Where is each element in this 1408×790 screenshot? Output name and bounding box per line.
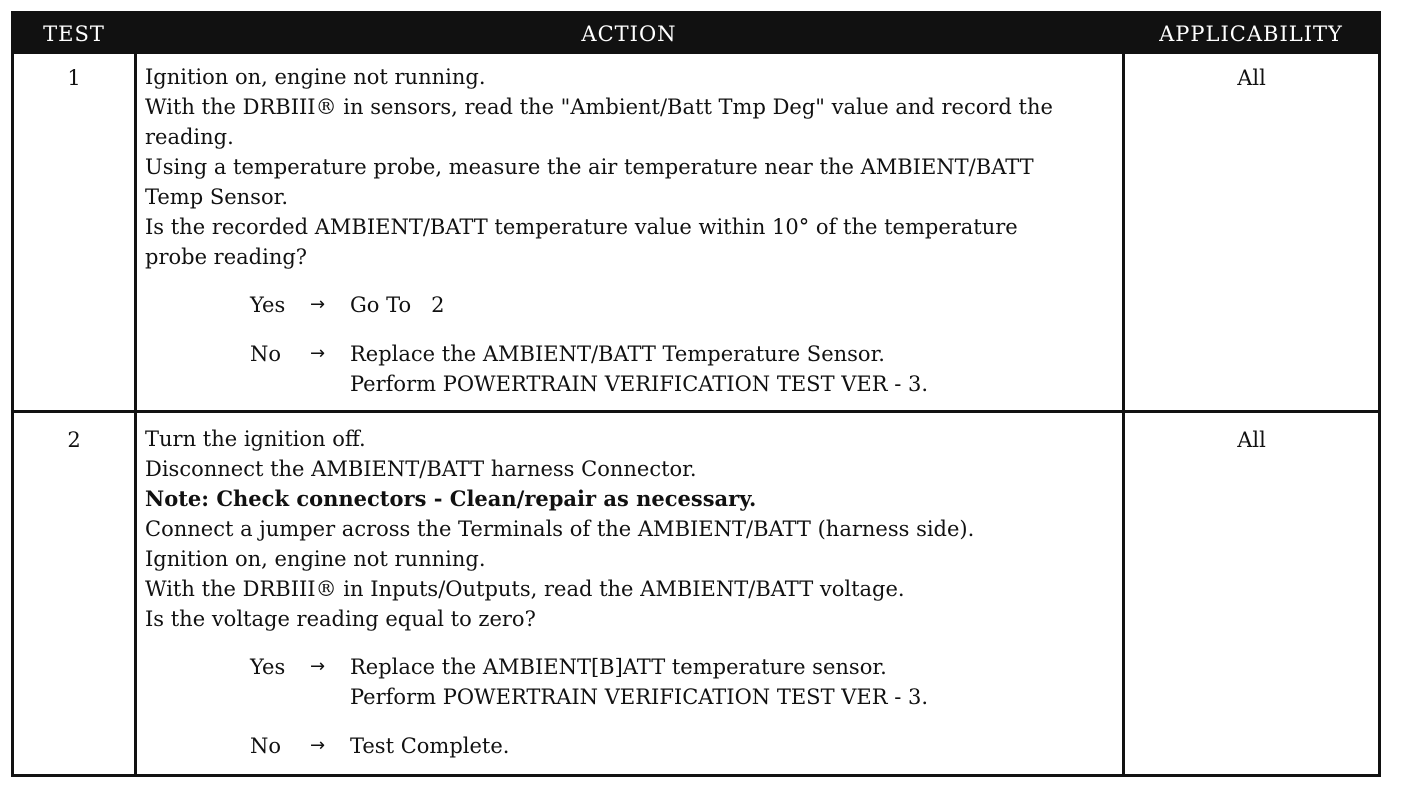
action-line: Using a temperature probe, measure the air temperature near the AMBIENT/BATT [145,155,1034,179]
row-divider [14,410,1378,413]
header-applicability: APPLICABILITY [1159,22,1343,46]
table-header [14,14,1378,54]
yes-branch [250,290,1120,320]
no-branch [250,339,1120,399]
yes-outcome [350,652,1120,712]
note-line: Note: Check connectors - Clean/repair as necessary. [145,486,757,511]
action-line: Disconnect the AMBIENT/BATT harness Connector. [145,457,697,481]
test-number: 1 [67,66,81,90]
outcome-line: Go To 2 [350,293,445,317]
column-divider [134,54,137,774]
action-cell [145,424,1120,761]
yes-branch [250,652,1120,712]
right-arrow-icon: → [310,343,326,364]
no-outcome [350,731,1120,761]
no-branch [250,731,1120,761]
action-line: Is the voltage reading equal to zero? [145,607,536,631]
right-arrow-icon: → [310,735,326,756]
no-outcome [350,339,1120,399]
outcome-line: Replace the AMBIENT/BATT Temperature Sensor. [350,342,885,366]
yes-outcome [350,290,1120,320]
yes-label: Yes [250,655,286,679]
outcome-line: Perform POWERTRAIN VERIFICATION TEST VER - 3. [350,685,929,709]
header-action: ACTION [581,22,677,46]
action-line: reading. [145,125,234,149]
outcome-line: Test Complete. [350,734,510,758]
outcome-line: Perform POWERTRAIN VERIFICATION TEST VER - 3. [350,372,929,396]
action-line: probe reading? [145,245,308,269]
test-number: 2 [67,428,81,452]
action-line: Temp Sensor. [145,185,289,209]
action-cell [145,62,1120,399]
action-line: Ignition on, engine not running. [145,547,486,571]
yes-label: Yes [250,293,286,317]
action-line: With the DRBIII® in sensors, read the "Ambient/Batt Tmp Deg" value and record the [145,95,1053,119]
applicability-value: All [1237,66,1266,90]
column-divider [1122,54,1125,774]
action-line: Is the recorded AMBIENT/BATT temperature value within 10° of the temperature [145,215,1018,239]
action-line: Turn the ignition off. [145,427,366,451]
diagnostic-table [11,11,1381,777]
action-line: Connect a jumper across the Terminals of the AMBIENT/BATT (harness side). [145,517,975,541]
right-arrow-icon: → [310,294,326,315]
no-label: No [250,342,282,366]
right-arrow-icon: → [310,656,326,677]
header-test: TEST [43,22,105,46]
action-line: Ignition on, engine not running. [145,65,486,89]
applicability-value: All [1237,428,1266,452]
action-line: With the DRBIII® in Inputs/Outputs, read the AMBIENT/BATT voltage. [145,577,905,601]
no-label: No [250,734,282,758]
outcome-line: Replace the AMBIENT[B]ATT temperature sensor. [350,655,887,679]
